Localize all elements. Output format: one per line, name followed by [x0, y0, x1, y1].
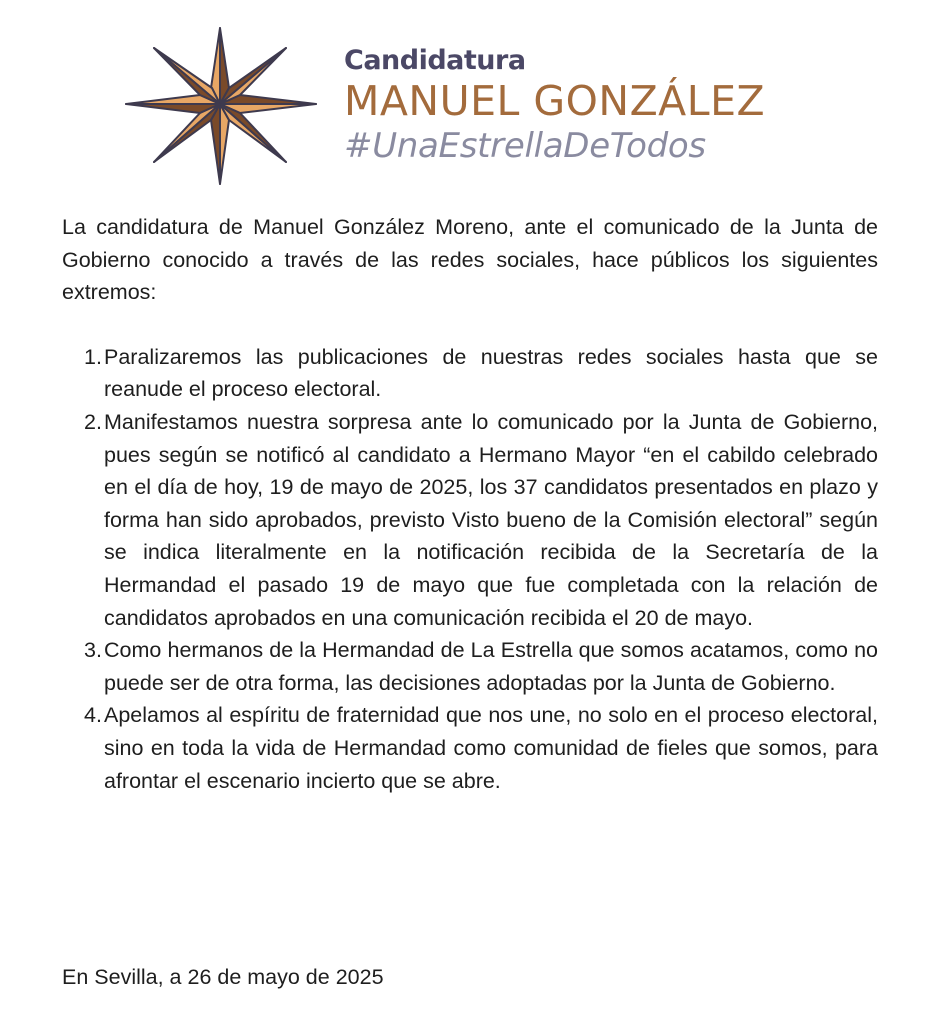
list-item	[62, 341, 878, 406]
list-number: 3.	[84, 638, 102, 663]
brand-block	[344, 44, 765, 167]
place-date-line: En Sevilla, a 26 de mayo de 2025	[62, 965, 384, 989]
brand-label: Candidatura	[344, 45, 526, 76]
list-item	[62, 406, 878, 634]
numbered-list	[62, 341, 878, 797]
list-item-text: Apelamos al espíritu de fraternidad que nos une, no solo en el proceso electoral, sino en toda la vida de Hermandad como comunidad de fieles que somos, para afrontar el escenario incierto que se abre.	[104, 703, 878, 793]
list-item	[62, 634, 878, 699]
list-item-text: Como hermanos de la Hermandad de La Estrella que somos acatamos, como no puede ser de otra forma, las decisiones adoptadas por la Junta de Gobierno.	[104, 638, 878, 695]
header	[0, 0, 943, 200]
list-item	[62, 699, 878, 797]
hashtag-tagline: #UnaEstrellaDeTodos	[344, 126, 706, 166]
intro-paragraph: La candidatura de Manuel González Moreno, ante el comunicado de la Junta de Gobierno conocido a través de las redes sociales, hace públicos los siguientes extremos:	[62, 215, 878, 305]
list-number: 2.	[84, 409, 102, 434]
eight-point-star-icon	[124, 26, 320, 186]
list-number: 4.	[84, 703, 102, 728]
candidate-name: MANUEL GONZÁLEZ	[344, 77, 766, 125]
list-number: 1.	[84, 344, 102, 369]
list-item-text: Paralizaremos las publicaciones de nuestras redes sociales hasta que se reanude el proceso electoral.	[104, 344, 878, 402]
list-item-text: Manifestamos nuestra sorpresa ante lo comunicado por la Junta de Gobierno, pues según se notificó al candidato a Hermano Mayor “en el cabildo celebrado en el día de hoy, 19 de mayo de 2025, los 37 candidatos presentados en plazo y forma han sido aprobados, previsto Visto bueno de la Comisión electoral” según se indica literalmente en la notificación recibida de la Secretaría de la Hermandad el pasado 19 de mayo que fue completada con la relación de candidatos aprobados en una comunicación recibida el 20 de mayo.	[104, 409, 878, 630]
statement-body	[62, 211, 878, 797]
